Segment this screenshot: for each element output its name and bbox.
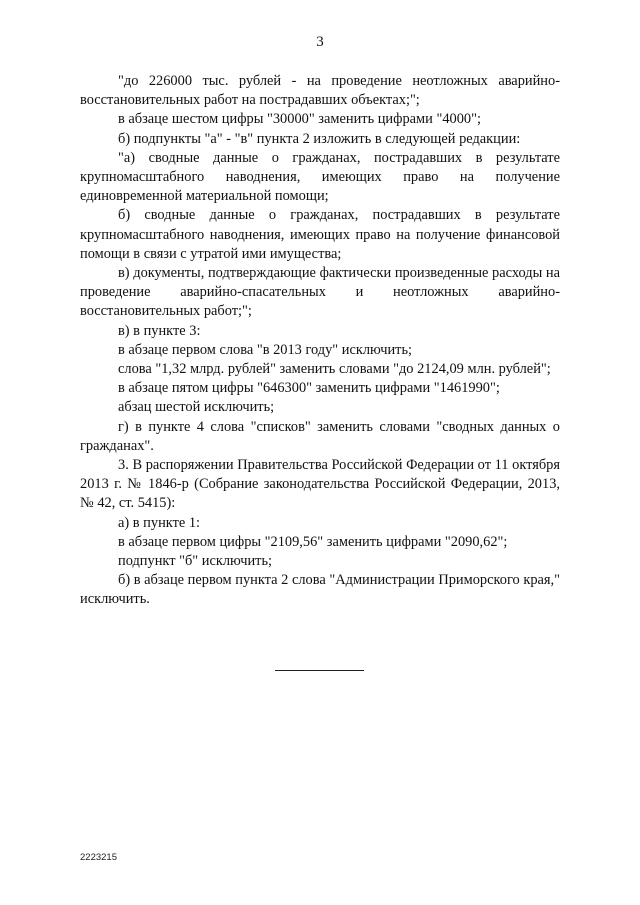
paragraph: подпункт "б" исключить; (118, 553, 273, 570)
paragraph: в абзаце первом слова "в 2013 году" исключить; (118, 341, 413, 358)
paragraph: "а) сводные данные о гражданах, пострадавших в результате крупномасштабного наводнения, имеющих право на получение единовременной материальной помощи; (80, 149, 560, 205)
paragraph: 3. В распоряжении Правительства Российской Федерации от 11 октября 2013 г. № 1846-р (Собрание законодательства Российской Федерации, 2013, № 42, ст. 5415): (80, 457, 560, 512)
end-divider-line (275, 670, 364, 671)
paragraph: б) сводные данные о гражданах, пострадавших в результате крупномасштабного наводнения, имеющих право на получение финансовой помощи в связи с утратой ими имущества; (80, 207, 560, 262)
paragraph: в) в пункте 3: (118, 322, 201, 339)
paragraph: "до 226000 тыс. рублей - на проведение неотложных аварийно-восстановительных работ на пострадавших объектах;"; (80, 73, 560, 109)
paragraph: в абзаце шестом цифры "30000" заменить цифрами "4000"; (118, 111, 481, 128)
paragraph: б) в абзаце первом пункта 2 слова "Администрации Приморского края," исключить. (80, 572, 560, 608)
document-code: 2223215 (80, 852, 117, 863)
paragraph: в) документы, подтверждающие фактически произведенные расходы на проведение аварийно-спасательных и неотложных аварийно-восстановительных работ;"; (80, 265, 560, 320)
page-number: 3 (316, 34, 324, 50)
paragraph: а) в пункте 1: (118, 514, 201, 531)
paragraph: б) подпункты "а" - "в" пункта 2 изложить в следующей редакции: (118, 130, 521, 147)
paragraph: в абзаце пятом цифры "646300" заменить цифрами "1461990"; (118, 380, 500, 397)
paragraph: г) в пункте 4 слова "списков" заменить словами "сводных данных о гражданах". (80, 418, 560, 454)
paragraph: абзац шестой исключить; (118, 399, 275, 416)
paragraph: слова "1,32 млрд. рублей" заменить словами "до 2124,09 млн. рублей"; (118, 361, 551, 378)
document-body (80, 72, 560, 610)
paragraph: в абзаце первом цифры "2109,56" заменить цифрами "2090,62"; (118, 533, 508, 550)
